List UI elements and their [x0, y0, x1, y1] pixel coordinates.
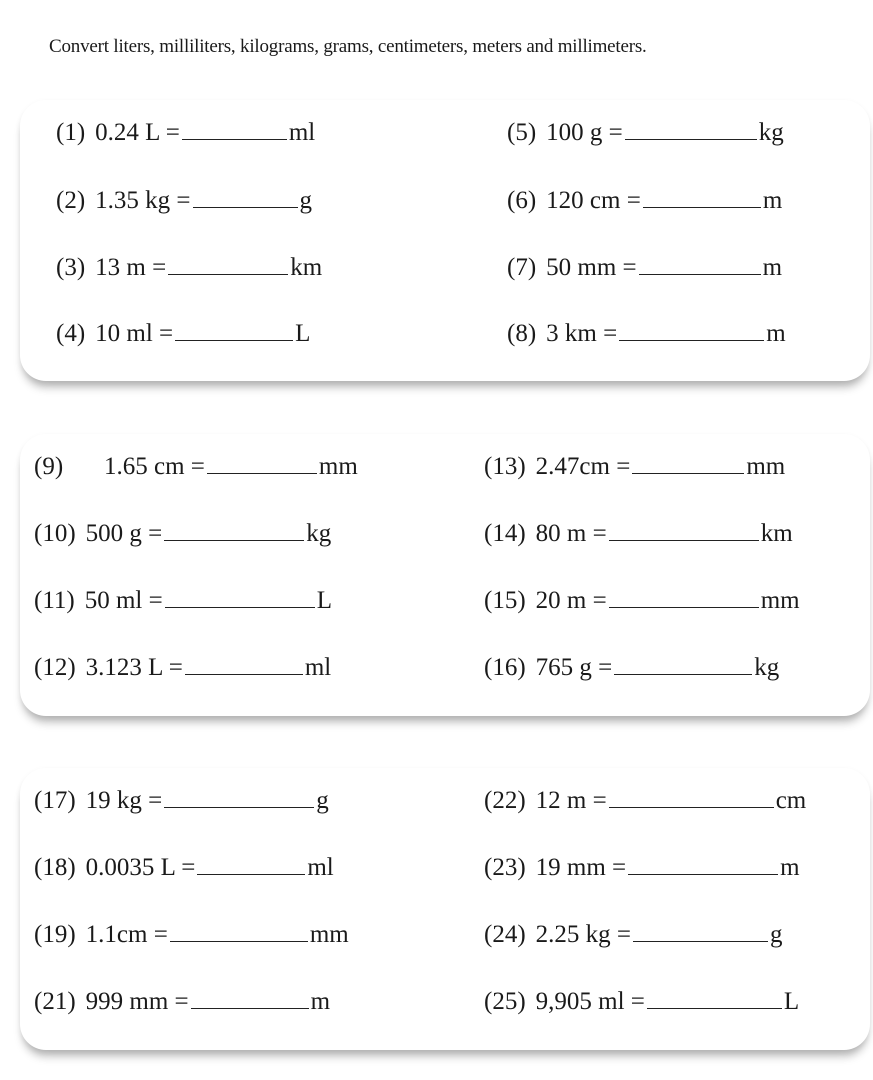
answer-blank[interactable]: [197, 850, 305, 875]
problem: [484, 783, 806, 819]
problem-expression: 50 ml =: [84, 587, 163, 614]
problem-panel-3: [20, 768, 870, 1050]
answer-blank[interactable]: [614, 650, 752, 675]
target-unit: L: [295, 320, 311, 347]
answer-blank[interactable]: [182, 115, 287, 140]
problem-row: [20, 316, 870, 352]
problem-expression: 1.65 cm =: [104, 453, 205, 480]
problem-number: (15): [484, 587, 526, 614]
target-unit: kg: [306, 520, 332, 547]
target-unit: m: [310, 988, 331, 1015]
problem-number: (12): [34, 654, 76, 681]
answer-blank[interactable]: [647, 984, 782, 1009]
answer-blank[interactable]: [609, 783, 774, 808]
answer-blank[interactable]: [164, 783, 314, 808]
problem-number: (2): [56, 187, 86, 214]
target-unit: ml: [304, 654, 332, 681]
target-unit: m: [780, 854, 800, 881]
problem: [507, 115, 784, 151]
problem: [484, 583, 800, 619]
target-unit: mm: [746, 453, 786, 480]
problem-row: [20, 449, 870, 485]
problem: [56, 250, 322, 286]
problem: [507, 250, 782, 286]
problem: [484, 917, 783, 953]
answer-blank[interactable]: [191, 984, 309, 1009]
problem-panel-1: [20, 100, 870, 381]
problem: [484, 449, 785, 485]
problem-expression: 10 ml =: [95, 320, 174, 347]
target-unit: mm: [318, 453, 358, 480]
problem-number: (22): [484, 787, 526, 814]
target-unit: mm: [760, 587, 800, 614]
problem-number: (5): [507, 119, 537, 146]
target-unit: m: [762, 187, 783, 214]
target-unit: L: [316, 587, 333, 614]
problem-expression: 500 g =: [85, 520, 163, 547]
answer-blank[interactable]: [609, 583, 759, 608]
problem-expression: 9,905 ml =: [535, 988, 645, 1015]
problem-row: [20, 917, 870, 953]
problem-expression: 1.1cm =: [85, 921, 168, 948]
answer-blank[interactable]: [165, 583, 315, 608]
target-unit: g: [299, 187, 313, 214]
problem: [34, 449, 358, 485]
problem: [34, 850, 334, 886]
answer-blank[interactable]: [619, 316, 764, 341]
problem: [56, 183, 312, 219]
problem-row: [20, 183, 870, 219]
target-unit: cm: [775, 787, 807, 814]
problem-number: (16): [484, 654, 526, 681]
answer-blank[interactable]: [168, 250, 288, 275]
target-unit: L: [783, 988, 800, 1015]
problem-expression: 19 kg =: [85, 787, 163, 814]
problem-row: [20, 984, 870, 1020]
problem-expression: 80 m =: [535, 520, 607, 547]
problem-number: (17): [34, 787, 76, 814]
target-unit: g: [770, 921, 783, 948]
problem-expression: 19 mm =: [535, 854, 627, 881]
answer-blank[interactable]: [643, 183, 761, 208]
problem: [34, 917, 349, 953]
problem-expression: 12 m =: [535, 787, 607, 814]
target-unit: ml: [307, 854, 334, 881]
problem: [56, 316, 310, 352]
problem-number: (25): [484, 988, 526, 1015]
problem-number: (18): [34, 854, 76, 881]
worksheet-instruction: Convert liters, milliliters, kilograms, grams, centimeters, meters and millimeters.: [49, 36, 647, 57]
answer-blank[interactable]: [193, 183, 298, 208]
target-unit: kg: [758, 119, 784, 146]
problem-expression: 100 g =: [546, 119, 623, 146]
problem: [34, 516, 331, 552]
problem-expression: 20 m =: [535, 587, 607, 614]
problem-expression: 3.123 L =: [85, 654, 183, 681]
target-unit: g: [316, 787, 329, 814]
problem-number: (21): [34, 988, 76, 1015]
problem-number: (13): [484, 453, 526, 480]
answer-blank[interactable]: [207, 449, 317, 474]
problem-number: (19): [34, 921, 76, 948]
problem: [34, 984, 330, 1020]
problem-number: (14): [484, 520, 526, 547]
problem: [34, 783, 329, 819]
target-unit: m: [762, 254, 783, 281]
answer-blank[interactable]: [185, 650, 303, 675]
problem-expression: 999 mm =: [85, 988, 189, 1015]
problem-number: (7): [507, 254, 537, 281]
problem: [34, 583, 332, 619]
problem-number: (24): [484, 921, 526, 948]
problem-expression: 120 cm =: [546, 187, 641, 214]
target-unit: mm: [309, 921, 349, 948]
answer-blank[interactable]: [164, 516, 304, 541]
problem-row: [20, 850, 870, 886]
problem-number: (23): [484, 854, 526, 881]
problem-expression: 3 km =: [546, 320, 618, 347]
problem-expression: 0.0035 L =: [85, 854, 196, 881]
problem-number: (3): [56, 254, 86, 281]
problem-number: (11): [34, 587, 75, 614]
problem-expression: 1.35 kg =: [95, 187, 191, 214]
problem-number: (6): [507, 187, 537, 214]
answer-blank[interactable]: [170, 917, 308, 942]
problem-number: (4): [56, 320, 86, 347]
problem: [507, 316, 786, 352]
problem-expression: 13 m =: [95, 254, 167, 281]
answer-blank[interactable]: [625, 115, 757, 140]
target-unit: km: [760, 520, 793, 547]
problem-expression: 2.25 kg =: [535, 921, 632, 948]
problem: [34, 650, 331, 686]
answer-blank[interactable]: [175, 316, 293, 341]
problem-expression: 765 g =: [535, 654, 613, 681]
problem-row: [20, 250, 870, 286]
problem-row: [20, 516, 870, 552]
problem: [484, 850, 800, 886]
problem-row: [20, 115, 870, 151]
problem-row: [20, 650, 870, 686]
answer-blank[interactable]: [639, 250, 761, 275]
problem-expression: 2.47cm =: [535, 453, 631, 480]
problem: [484, 984, 799, 1020]
problem-number: (10): [34, 520, 76, 547]
answer-blank[interactable]: [628, 850, 778, 875]
problem-number: (8): [507, 320, 537, 347]
target-unit: km: [290, 254, 323, 281]
problem: [484, 650, 779, 686]
problem-number: (9): [34, 453, 64, 480]
problem-row: [20, 583, 870, 619]
answer-blank[interactable]: [609, 516, 759, 541]
problem-panel-2: [20, 434, 870, 716]
problem-row: [20, 783, 870, 819]
target-unit: kg: [754, 654, 780, 681]
target-unit: ml: [288, 119, 316, 146]
answer-blank[interactable]: [632, 449, 744, 474]
problem-expression: 50 mm =: [546, 254, 637, 281]
target-unit: m: [766, 320, 786, 347]
problem-expression: 0.24 L =: [95, 119, 180, 146]
problem: [56, 115, 315, 151]
problem: [484, 516, 793, 552]
answer-blank[interactable]: [633, 917, 768, 942]
problem: [507, 183, 782, 219]
problem-number: (1): [56, 119, 86, 146]
